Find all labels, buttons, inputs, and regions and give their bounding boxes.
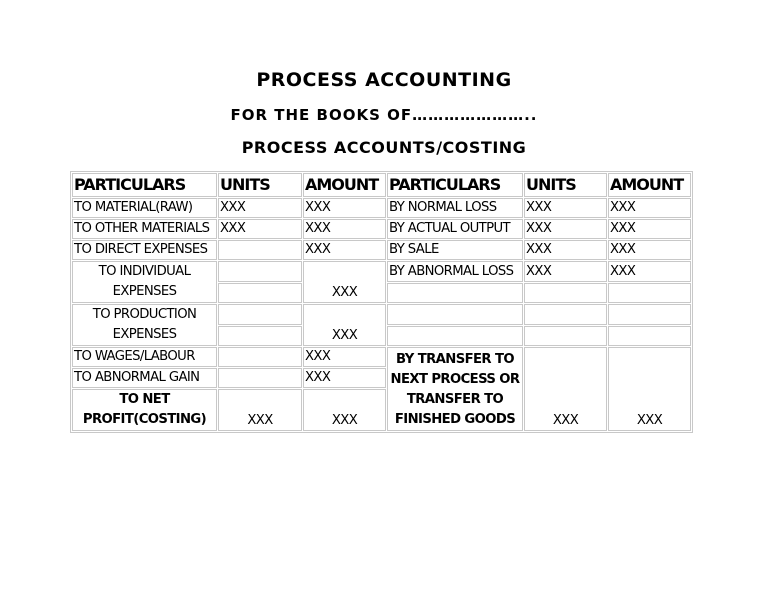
table-row (72, 240, 691, 260)
cell-value: XXX (303, 389, 386, 431)
cell-sale: BY SALE (387, 240, 523, 260)
cell-transfer-to-next-process (387, 347, 523, 431)
cell-value: XXX (608, 240, 691, 260)
cell-empty (218, 240, 302, 260)
cell-empty (218, 347, 302, 367)
individual-expenses-line1: TO INDIVIDUAL (98, 264, 191, 279)
header-dr-particulars: PARTICULARS (72, 173, 217, 197)
cell-empty (387, 304, 523, 325)
cell-individual-expenses (72, 261, 217, 303)
header-dr-amount: AMOUNT (303, 173, 386, 197)
cell-abnormal-loss: BY ABNORMAL LOSS (387, 261, 523, 282)
cell-value: XXX (524, 347, 607, 431)
cell-value: XXX (303, 347, 386, 367)
cell-empty (218, 261, 302, 282)
cell-value: XXX (303, 240, 386, 260)
cell-value: XXX (303, 261, 386, 303)
cell-value: XXX (303, 219, 386, 239)
cell-empty (218, 368, 302, 388)
cell-empty (524, 326, 607, 347)
cell-value: XXX (303, 198, 386, 218)
cell-empty (387, 283, 523, 304)
cell-actual-output: BY ACTUAL OUTPUT (387, 219, 523, 239)
cell-empty (608, 326, 691, 347)
table-row (72, 304, 691, 325)
cell-material-raw: TO MATERIAL(RAW) (72, 198, 217, 218)
page-subtitle: PROCESS ACCOUNTS/COSTING (241, 138, 527, 157)
production-expenses-line1: TO PRODUCTION (92, 307, 197, 322)
books-of-line: FOR THE BOOKS OF………………….. (230, 106, 538, 124)
cell-empty (524, 283, 607, 304)
cell-value: XXX (303, 368, 386, 388)
cell-value: XXX (218, 219, 302, 239)
table-row (72, 347, 691, 367)
cell-value: XXX (524, 198, 607, 218)
cell-empty (608, 304, 691, 325)
transfer-line2: NEXT PROCESS OR (390, 372, 520, 387)
cell-value: XXX (218, 389, 302, 431)
cell-empty (524, 304, 607, 325)
transfer-line1: BY TRANSFER TO (396, 352, 514, 367)
header-cr-amount: AMOUNT (608, 173, 691, 197)
header-cr-particulars: PARTICULARS (387, 173, 523, 197)
individual-expenses-line2: EXPENSES (112, 284, 177, 299)
cell-production-expenses (72, 304, 217, 346)
transfer-line3: TRANSFER TO (406, 392, 504, 407)
cell-value: XXX (524, 219, 607, 239)
cell-empty (218, 326, 302, 347)
table-row (72, 261, 691, 282)
process-account-table (70, 171, 693, 433)
cell-value: XXX (608, 347, 691, 431)
cell-empty (387, 326, 523, 347)
table-row (72, 198, 691, 218)
table-header-row (72, 173, 691, 197)
cell-value: XXX (218, 198, 302, 218)
cell-other-materials: TO OTHER MATERIALS (72, 219, 217, 239)
net-profit-line1: TO NET (119, 392, 170, 407)
cell-wages-labour: TO WAGES/LABOUR (72, 347, 217, 367)
transfer-line4: FINISHED GOODS (394, 412, 516, 427)
production-expenses-line2: EXPENSES (112, 327, 177, 342)
cell-value: XXX (303, 304, 386, 346)
cell-value: XXX (608, 219, 691, 239)
cell-value: XXX (524, 261, 607, 282)
cell-abnormal-gain: TO ABNORMAL GAIN (72, 368, 217, 388)
header-dr-units: UNITS (218, 173, 302, 197)
header-cr-units: UNITS (524, 173, 607, 197)
page-title: PROCESS ACCOUNTING (256, 69, 512, 91)
cell-empty (608, 283, 691, 304)
cell-value: XXX (524, 240, 607, 260)
cell-value: XXX (608, 261, 691, 282)
net-profit-line2: PROFIT(COSTING) (82, 412, 207, 427)
cell-empty (218, 283, 302, 304)
cell-net-profit (72, 389, 217, 431)
cell-empty (218, 304, 302, 325)
cell-value: XXX (608, 198, 691, 218)
cell-normal-loss: BY NORMAL LOSS (387, 198, 523, 218)
cell-direct-expenses: TO DIRECT EXPENSES (72, 240, 217, 260)
table-row (72, 219, 691, 239)
